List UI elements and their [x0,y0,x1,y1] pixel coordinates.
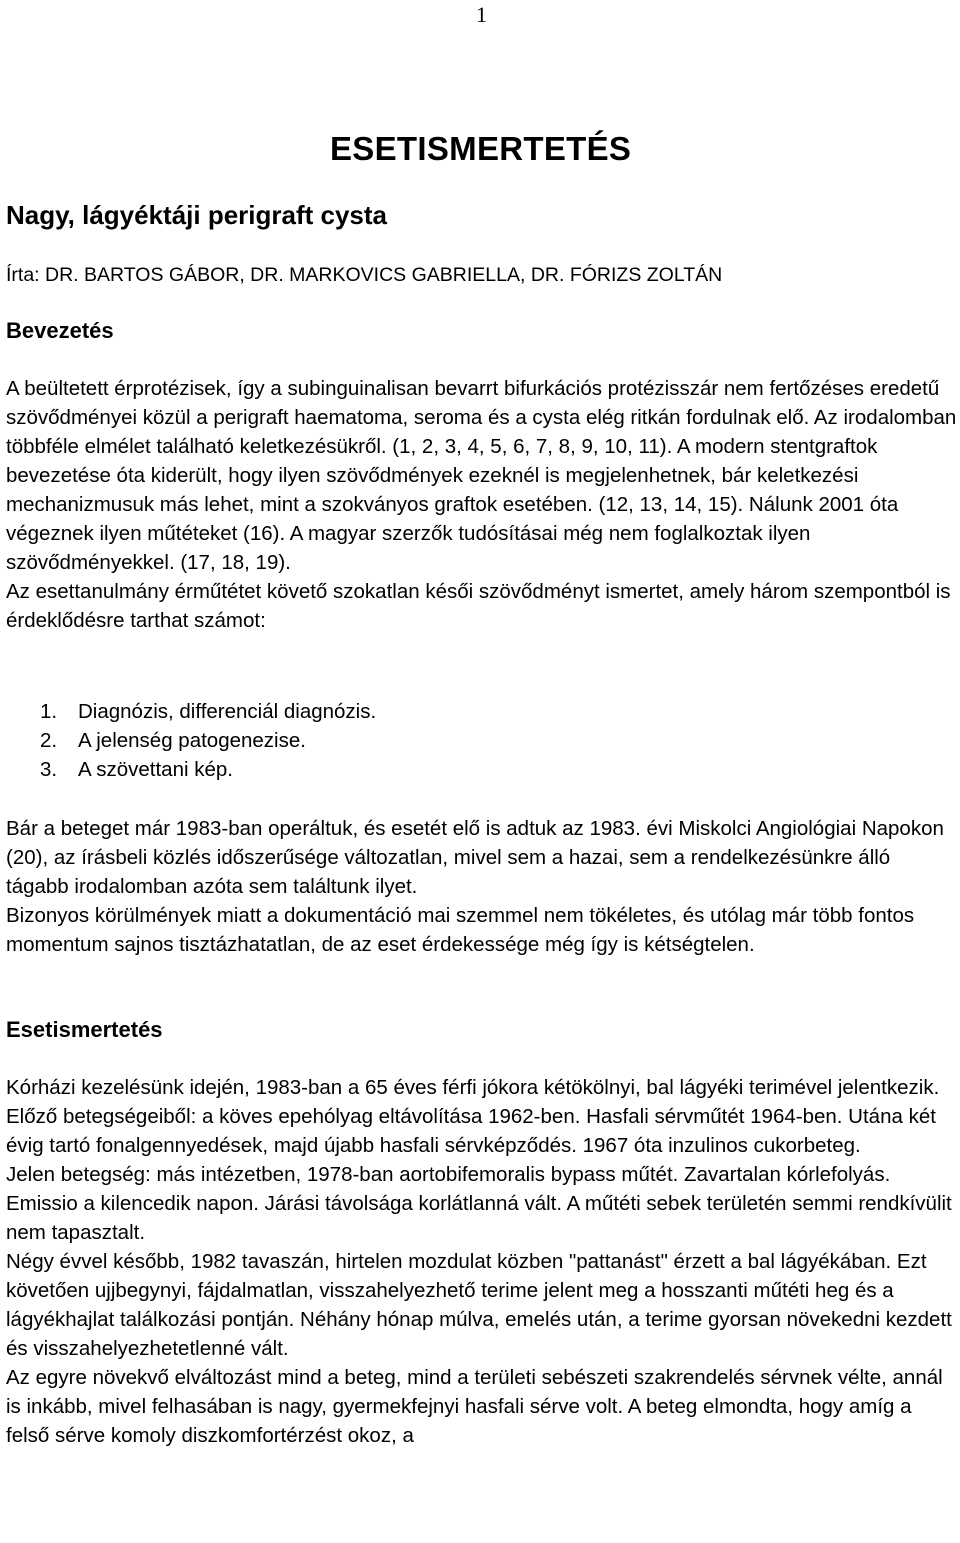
background-text [6,814,958,959]
article-title: Nagy, lágyéktáji perigraft cysta [6,200,388,230]
list-item [40,755,376,784]
case-paragraph: Az egyre növekvő elváltozást mind a beteg, mind a területi sebészeti szakrendelés sérvnek vélte, annál is inkább, mivel felhasában is nagy, gyermekfejnyi hasfali sérve volt. A beteg elmondta, hogy amíg a felső sérve komoly diszkomfortérzést okoz, a [6,1366,943,1447]
case-paragraph: Előző betegségeiből: a köves epehólyag eltávolítása 1962-ben. Hasfali sérvműtét 1964-ben. Utána két évig tartó fonalgennyedések, majd újabb hasfali sérvképződés. 1967 óta inzulinos cukorbeteg. [6,1105,936,1157]
background-paragraph: Bár a beteget már 1983-ban operáltuk, és esetét elő is adtuk az 1983. évi Miskolci Angiológiai Napokon (20), az írásbeli közlés időszerűsége változatlan, mivel sem a hazai, sem a rendelkezésünkre álló tágabb irodalomban azóta sem találtunk ilyet. [6,817,944,898]
list-item [40,726,376,755]
case-paragraph: Jelen betegség: más intézetben, 1978-ban aortobifemoralis bypass műtét. Zavartalan kórlefolyás. Emissio a kilencedik napon. Járási távolsága korlátlanná vált. A műtéti sebek területén semmi rendkívülit nem tapasztalt. [6,1163,952,1244]
list-text: Diagnózis, differenciál diagnózis. [78,700,377,723]
section-title: ESETISMERTETÉS [330,130,632,167]
intro-text [6,374,958,635]
intro-paragraph: Az esettanulmány érműtétet követő szokatlan késői szövődményt ismertet, amely három szempontból is érdeklődésre tarthat számot: [6,580,951,632]
list-number: 1. [40,700,58,723]
list-number: 3. [40,758,58,781]
list-text: A jelenség patogenezise. [78,729,306,752]
list-number: 2. [40,729,58,752]
aspects-list [40,697,376,784]
intro-paragraph: A beültetett érprotézisek, így a subinguinalisan bevarrt bifurkációs protézisszár nem fertőzéses eredetű szövődményei közül a perigraft haematoma, seroma és a cysta elég ritkán fordulnak elő. Az irodalomban többféle elmélet található keletkezésükről. (1, 2, 3, 4, 5, 6, 7, 8, 9, 10, 11). A modern stentgraftok bevezetése óta kiderült, hogy ilyen szövődmények ezeknél is megjelenhetnek, bár keletkezési mechanizmusuk más lehet, mint a szokványos graftok esetében. (12, 13, 14, 15). Nálunk 2001 óta végeznek ilyen műtéteket (16). A magyar szerzők tudósításai még nem foglalkoztak ilyen szövődményekkel. (17, 18, 19). [6,377,957,574]
case-heading: Esetismertetés [6,1017,163,1042]
authors-line: Írta: DR. BARTOS GÁBOR, DR. MARKOVICS GABRIELLA, DR. FÓRIZS ZOLTÁN [6,264,723,286]
case-paragraph: Négy évvel később, 1982 tavaszán, hirtelen mozdulat közben "pattanást" érzett a bal lágyékában. Ezt követően ujjbegynyi, fájdalmatlan, visszahelyezhető terime jelent meg a hosszanti műtéti heg és a lágyékhajlat találkozási pontján. Néhány hónap múlva, emelés után, a terime gyorsan növekedni kezdett és visszahelyezhetetlenné vált. [6,1250,952,1360]
case-paragraph: Kórházi kezelésünk idején, 1983-ban a 65 éves férfi jókora kétökölnyi, bal lágyéki terimével jelentkezik. [6,1076,940,1099]
list-text: A szövettani kép. [78,758,233,781]
case-text [6,1073,958,1450]
page-number: 1 [476,2,487,27]
background-paragraph: Bizonyos körülmények miatt a dokumentáció mai szemmel nem tökéletes, és utólag már több fontos momentum sajnos tisztázhatatlan, de az eset érdekessége még így is kétségtelen. [6,904,915,956]
list-item [40,697,376,726]
intro-heading: Bevezetés [6,318,114,343]
